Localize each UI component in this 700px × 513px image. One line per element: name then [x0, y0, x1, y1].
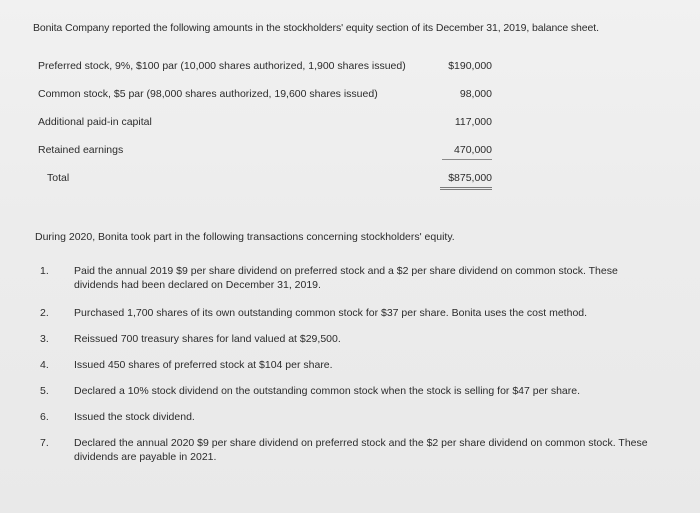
- transaction-number: 6.: [40, 411, 49, 423]
- equity-label: Preferred stock, 9%, $100 par (10,000 shares authorized, 1,900 shares issued): [38, 60, 406, 72]
- transaction-text: Reissued 700 treasury shares for land valued at $29,500.: [74, 333, 341, 345]
- transaction-number: 1.: [40, 265, 49, 277]
- transaction-text: Issued 450 shares of preferred stock at $104 per share.: [74, 359, 333, 371]
- transaction-text: Declared the annual 2020 $9 per share dividend on preferred stock and the $2 per share dividend on common stock. These dividends are payable in 2021.: [74, 437, 648, 463]
- transaction-number: 2.: [40, 307, 49, 319]
- transaction-text: Purchased 1,700 shares of its own outstanding common stock for $37 per share. Bonita uses the cost method.: [74, 307, 588, 319]
- transaction-text: Issued the stock dividend.: [74, 411, 195, 423]
- equity-row-preferred-stock: [38, 60, 498, 88]
- equity-amount: 117,000: [454, 116, 492, 128]
- equity-total-amount: $875,000: [440, 172, 492, 190]
- transaction-item: [40, 410, 670, 436]
- transaction-text: Declared a 10% stock dividend on the outstanding common stock when the stock is selling for $47 per share.: [74, 385, 581, 397]
- equity-row-total: [38, 172, 498, 200]
- equity-label: Retained earnings: [38, 144, 124, 156]
- equity-amount: $190,000: [448, 60, 492, 72]
- transaction-number: 5.: [40, 385, 49, 397]
- transaction-number: 4.: [40, 359, 49, 371]
- transaction-item: [40, 306, 670, 332]
- stockholders-equity-table: [38, 60, 498, 200]
- equity-label: Common stock, $5 par (98,000 shares authorized, 19,600 shares issued): [38, 88, 378, 100]
- equity-row-common-stock: [38, 88, 498, 116]
- equity-label: Additional paid-in capital: [38, 116, 152, 128]
- transaction-item: [40, 358, 670, 384]
- transaction-item: [40, 384, 670, 410]
- equity-row-additional-paid-in-capital: [38, 116, 498, 144]
- transaction-text: Paid the annual 2019 $9 per share dividend on preferred stock and a $2 per share dividend on common stock. These dividends had been declared on December 31, 2019.: [74, 265, 618, 291]
- equity-total-label: Total: [47, 172, 70, 184]
- equity-row-retained-earnings: [38, 144, 498, 172]
- transaction-list: [40, 264, 670, 466]
- transaction-item: [40, 264, 670, 306]
- equity-amount: 98,000: [459, 88, 492, 100]
- transactions-intro: During 2020, Bonita took part in the following transactions concerning stockholders' equity.: [35, 231, 455, 243]
- transaction-item: [40, 332, 670, 358]
- transaction-number: 7.: [40, 437, 49, 449]
- intro-text: Bonita Company reported the following amounts in the stockholders' equity section of its December 31, 2019, balance sheet.: [33, 22, 599, 34]
- transaction-number: 3.: [40, 333, 49, 345]
- transaction-item: [40, 436, 670, 466]
- equity-amount: 470,000: [442, 144, 492, 160]
